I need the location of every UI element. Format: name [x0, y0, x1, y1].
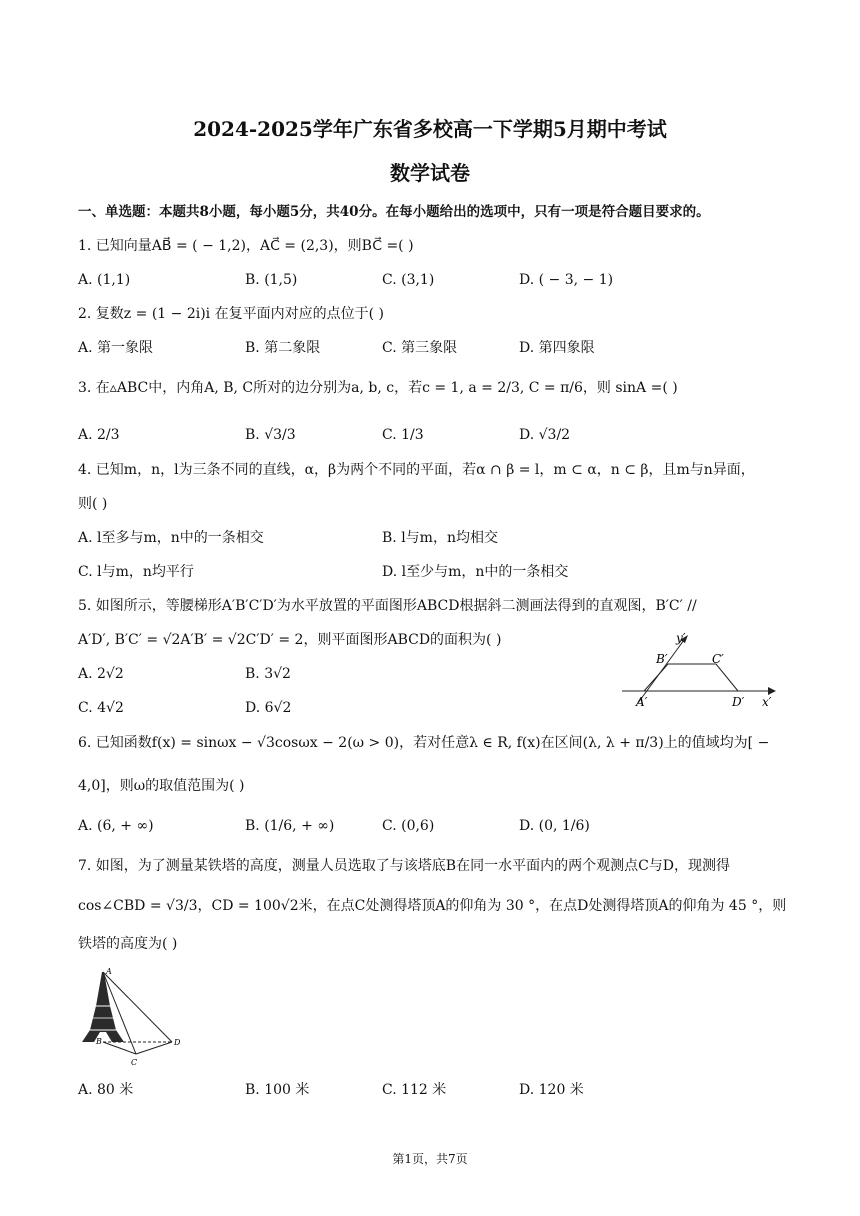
question-3-stem: 3. 在▵ABC中，内角A, B, C所对的边分别为a, b, c，若c = 1, a = 2/3, C = π/6，则 sinA =( )	[78, 380, 678, 396]
section-header: 一、单选题：本题共8小题，每小题5分，共40分。在每小题给出的选项中，只有一项是符合题目要求的。	[78, 204, 710, 220]
question-6-stem-line-1: 6. 已知函数f(x) = sinωx − √3cosωx − 2(ω > 0)，若对任意λ ∈ R, f(x)在区间(λ, λ + π/3)上的值域均为[ −	[78, 735, 770, 751]
tower-label-d: D	[174, 1038, 181, 1047]
figure-label-a: A′	[636, 695, 648, 709]
figure-label-c: C′	[712, 652, 724, 666]
question-3-option-c: C. 1/3	[382, 427, 424, 443]
question-7-stem-line-1: 7. 如图，为了测量某铁塔的高度，测量人员选取了与该塔底B在同一水平面内的两个观测点C与D，现测得	[78, 858, 731, 874]
question-4-option-d: D. l至少与m，n中的一条相交	[382, 564, 569, 580]
question-1-option-d: D. ( − 3, − 1)	[519, 272, 614, 288]
question-4-option-b: B. l与m，n均相交	[382, 530, 498, 546]
question-7-stem-line-3: 铁塔的高度为( )	[78, 936, 178, 952]
question-7-stem-line-2: cos∠CBD = √3/3，CD = 100√2米，在点C处测得塔顶A的仰角为 30 °，在点D处测得塔顶A的仰角为 45 °，则	[78, 898, 787, 914]
question-2-option-a: A. 第一象限	[78, 340, 154, 356]
question-7-option-d: D. 120 米	[519, 1082, 584, 1098]
question-4-stem-line-2: 则( )	[78, 496, 108, 512]
question-5-option-c: C. 4√2	[78, 700, 124, 716]
question-3-option-a: A. 2/3	[78, 427, 120, 443]
page-footer: 第1页，共7页	[392, 1152, 468, 1166]
question-1-option-b: B. (1,5)	[245, 272, 298, 288]
tower-label-c: C	[131, 1058, 138, 1067]
question-6-option-d: D. (0, 1/6)	[519, 818, 590, 834]
question-2-stem: 2. 复数z = (1 − 2i)i 在复平面内对应的点位于( )	[78, 306, 384, 322]
question-5-option-a: A. 2√2	[78, 666, 124, 682]
question-4-stem-line-1: 4. 已知m，n，l为三条不同的直线，α，β为两个不同的平面，若α ∩ β = l，m ⊂ α，n ⊂ β，且m与n异面，	[78, 462, 755, 478]
figure-label-y-axis: y′	[676, 631, 686, 645]
question-2-option-d: D. 第四象限	[519, 340, 595, 356]
question-5-option-b: B. 3√2	[245, 666, 291, 682]
tower-label-b: B	[96, 1037, 102, 1046]
question-1-option-a: A. (1,1)	[78, 272, 131, 288]
oblique-trapezoid-figure	[618, 628, 778, 714]
question-5-stem-line-1: 5. 如图所示，等腰梯形A′B′C′D′为水平放置的平面图形ABCD根据斜二测画法得到的直观图，B′C′ //	[78, 598, 697, 614]
figure-label-b: B′	[656, 652, 668, 666]
question-2-option-b: B. 第二象限	[245, 340, 321, 356]
question-7-option-c: C. 112 米	[382, 1082, 447, 1098]
question-6-stem-line-2: 4,0]，则ω的取值范围为( )	[78, 778, 245, 794]
question-4-option-a: A. l至多与m，n中的一条相交	[78, 530, 264, 546]
figure-label-d: D′	[732, 695, 745, 709]
page-subtitle: 数学试卷	[390, 161, 470, 185]
question-3-option-d: D. √3/2	[519, 427, 571, 443]
tower-label-a: A	[106, 967, 112, 976]
question-7-option-a: A. 80 米	[78, 1082, 134, 1098]
figure-label-x-axis: x′	[762, 695, 772, 709]
question-4-option-c: C. l与m，n均平行	[78, 564, 194, 580]
tower-figure	[76, 966, 186, 1070]
question-1-option-c: C. (3,1)	[382, 272, 435, 288]
question-2-option-c: C. 第三象限	[382, 340, 458, 356]
question-5-option-d: D. 6√2	[245, 700, 292, 716]
question-7-option-b: B. 100 米	[245, 1082, 310, 1098]
page-title: 2024-2025学年广东省多校高一下学期5月期中考试	[193, 117, 667, 141]
question-3-option-b: B. √3/3	[245, 427, 296, 443]
question-6-option-b: B. (1/6, + ∞)	[245, 818, 335, 834]
question-1-stem: 1. 已知向量AB⃗ = ( − 1,2)，AC⃗ = (2,3)，则BC⃗ =( )	[78, 238, 414, 254]
question-5-stem-line-2: A′D′, B′C′ = √2A′B′ = √2C′D′ = 2，则平面图形ABCD的面积为( )	[78, 632, 502, 648]
question-6-option-a: A. (6, + ∞)	[78, 818, 154, 834]
question-6-option-c: C. (0,6)	[382, 818, 435, 834]
